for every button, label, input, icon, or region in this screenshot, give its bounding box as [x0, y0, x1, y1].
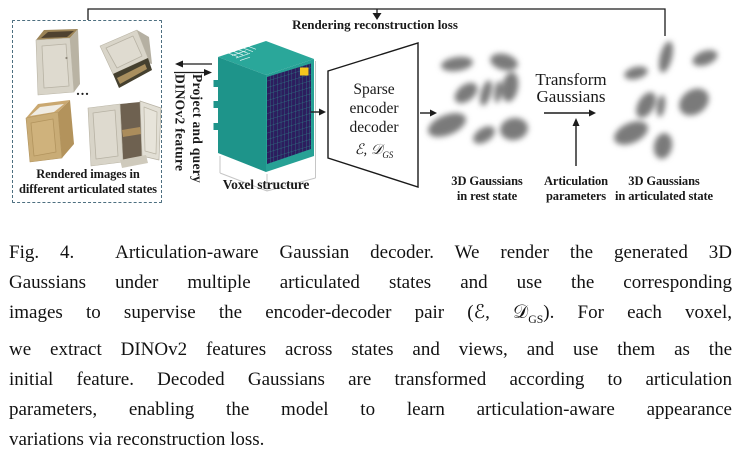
gaussians-articulated-cluster — [610, 40, 719, 161]
caption-line: Fig. 4. Articulation-aware Gaussian decoder. We render the generated 3D — [9, 242, 732, 263]
voxel-structure-label: Voxel structure — [222, 177, 310, 192]
arrow-left-icon — [175, 61, 183, 68]
gaussians-rest-label: 3D Gaussians in rest state — [451, 174, 523, 203]
cabinet-render-open-door — [88, 101, 161, 168]
rendered-images-label: Rendered images in different articulated states — [19, 167, 157, 196]
arrow-voxel-to-encoder-head — [319, 109, 326, 116]
cabinet-render-open-top — [26, 100, 74, 162]
cabinet-render-open-flap — [100, 30, 152, 88]
encoder-decoder-math: ℰ, 𝒟$_{GS}$ — [354, 142, 394, 160]
caption-line: initial feature. Decoded Gaussians are transformed according to articulation — [9, 368, 732, 390]
arrow-transform-head — [589, 110, 596, 117]
articulation-parameters-label: Articulation parameters — [543, 174, 609, 203]
sparse-encoder-decoder-label: Sparse encoder decoder ℰ, 𝒟$_{GS}$ — [349, 80, 398, 165]
figure-caption — [9, 238, 732, 453]
caption-line: images to supervise the encoder-decoder pair (ℰ, 𝒟$_{GS}$). For each voxel, — [9, 302, 732, 326]
project-query-label: Project and query DINOv2 feature — [172, 74, 205, 184]
caption-line: parameters, enabling the model to learn articulation-aware appearance — [9, 398, 732, 420]
transform-gaussians-label: Transform Gaussians — [535, 70, 607, 106]
arrow-articulation-params-head — [573, 118, 580, 126]
voxel-highlight-cell — [300, 68, 309, 76]
caption-line: Gaussians under multiple articulated states and use the corresponding — [9, 272, 732, 293]
gaussians-articulated-label: 3D Gaussians in articulated state — [615, 174, 713, 203]
cabinet-render-closed — [36, 29, 80, 95]
voxel-structure — [214, 41, 315, 172]
feedback-loss-label: Rendering reconstruction loss — [292, 17, 458, 32]
caption-line: variations via reconstruction loss. — [9, 428, 265, 450]
gaussians-rest-cluster — [425, 51, 530, 147]
arrow-encoder-to-gaussians-head — [430, 110, 437, 117]
ellipsis-label: ... — [76, 84, 90, 99]
caption-line: we extract DINOv2 features across states and views, and use them as the — [9, 338, 732, 360]
